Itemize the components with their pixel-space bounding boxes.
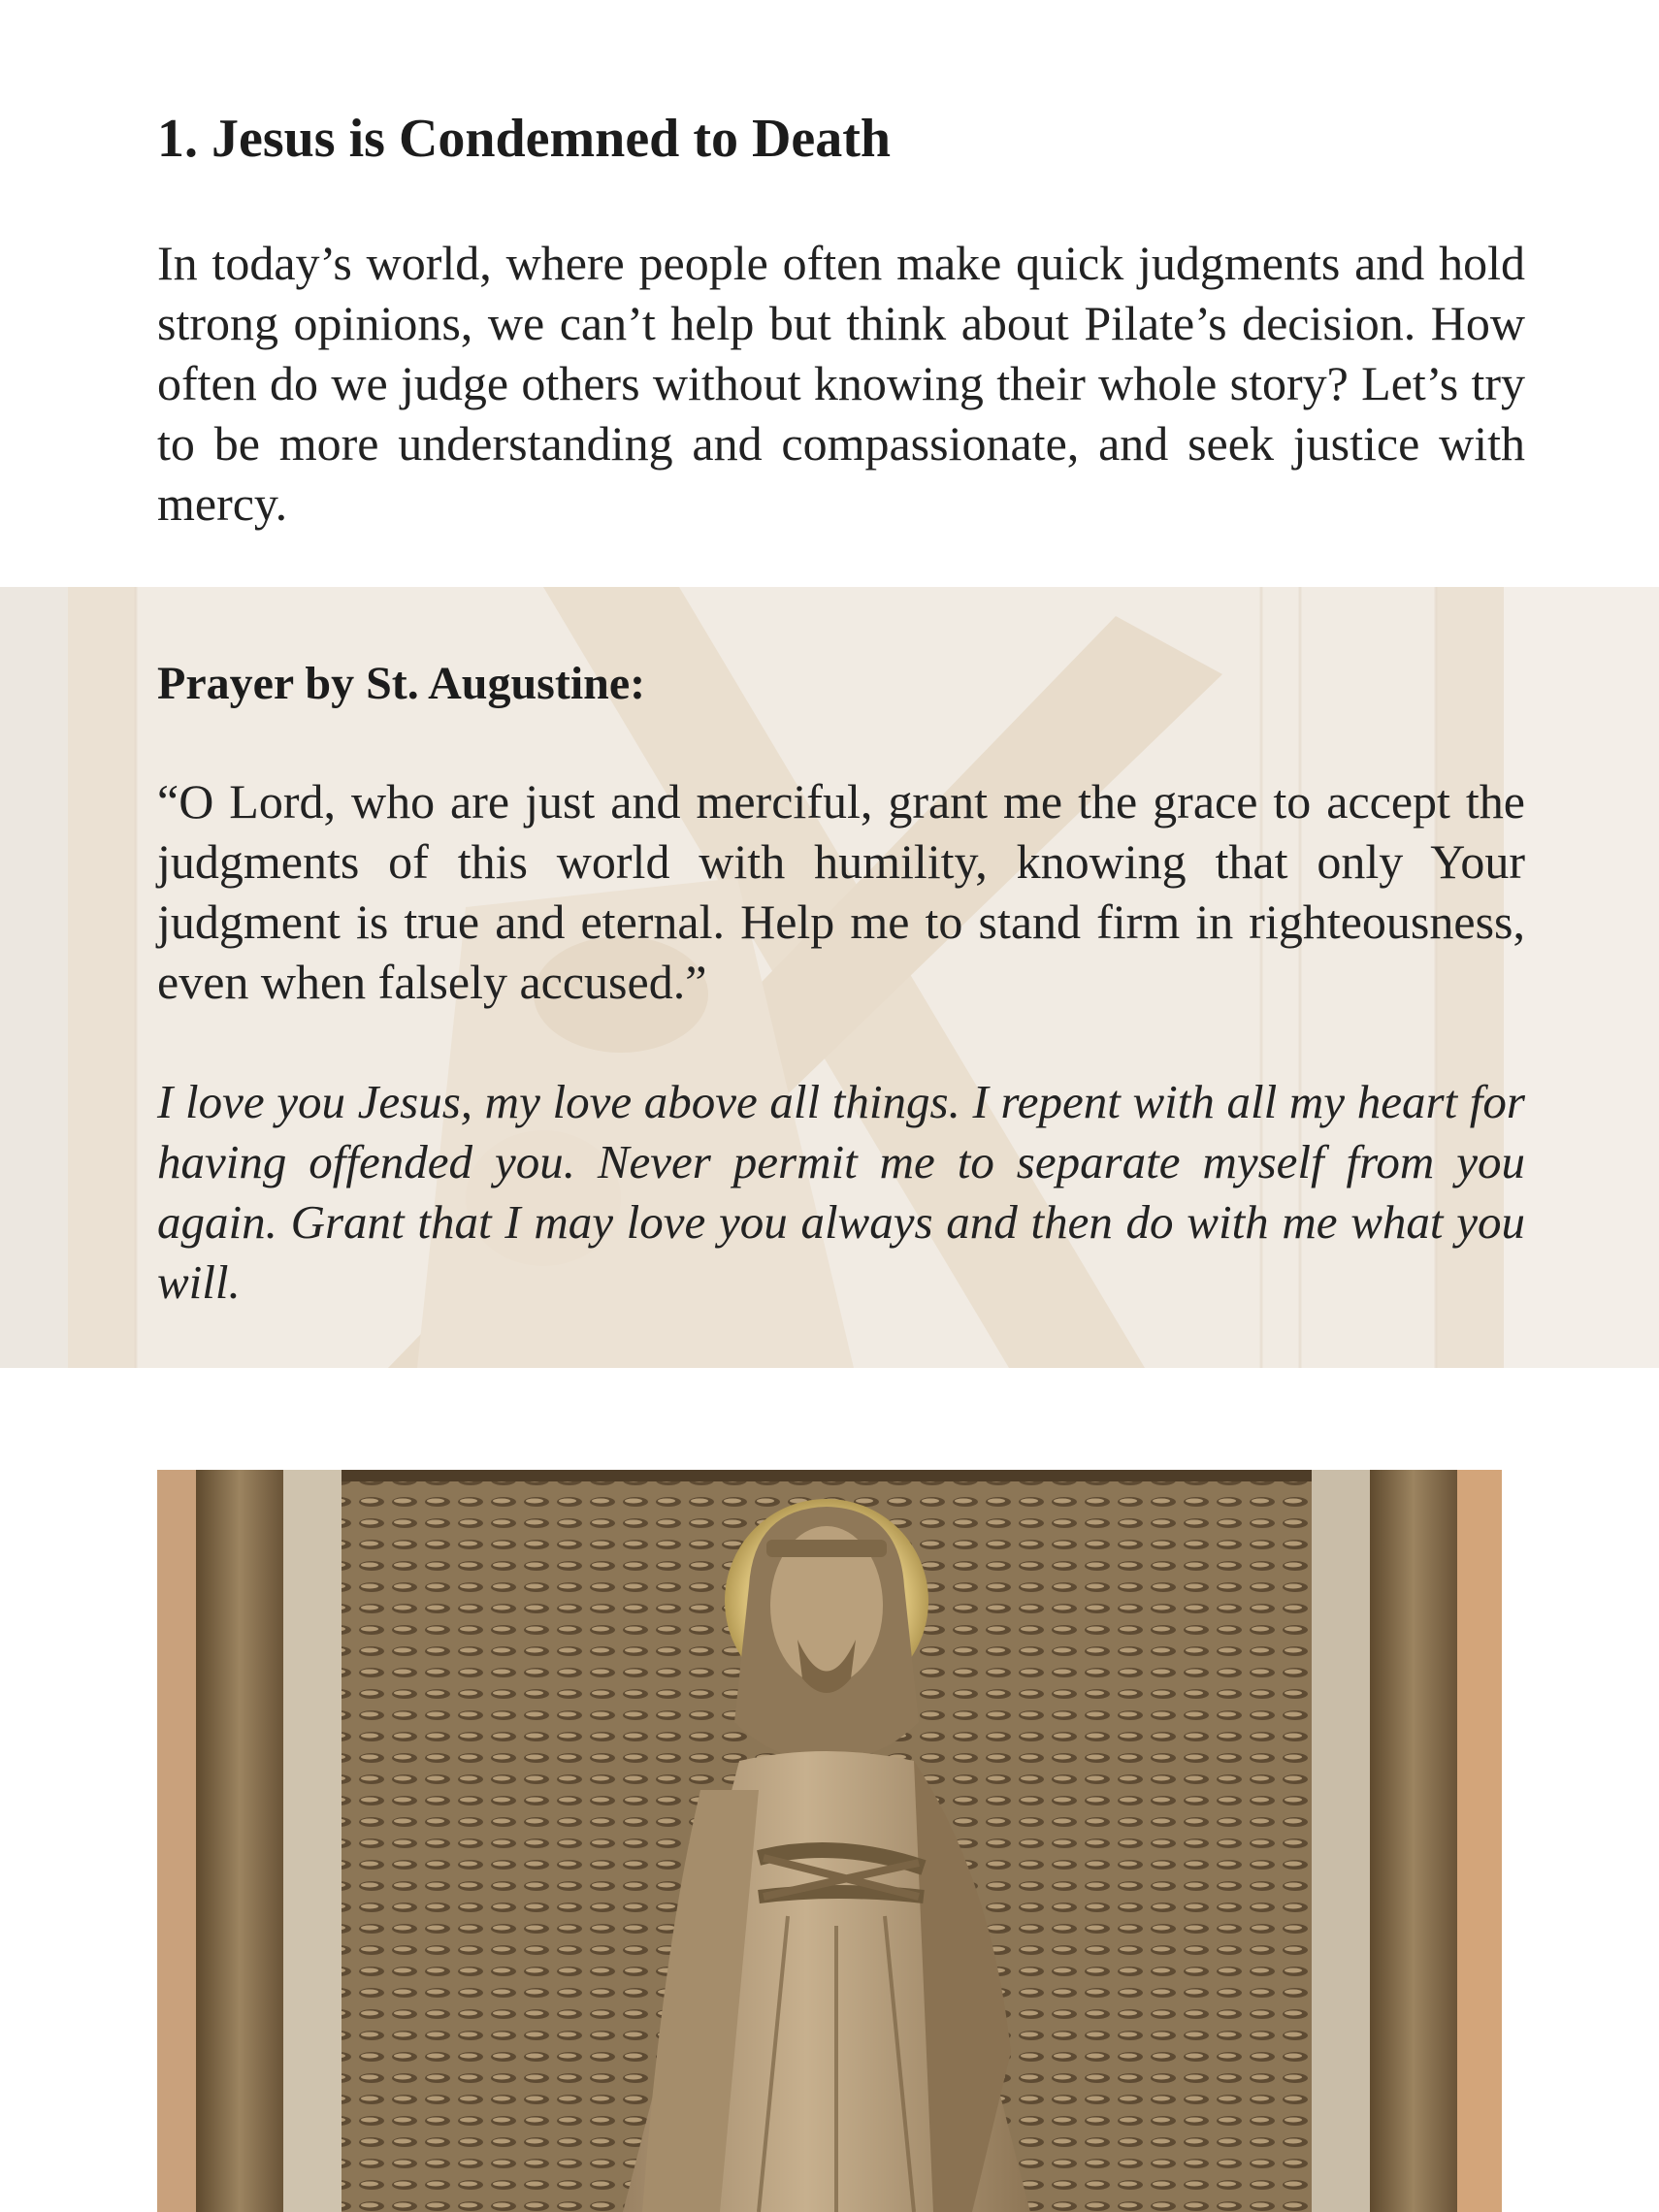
prayer-section — [0, 587, 1659, 1368]
augustine-prayer-text: “O Lord, who are just and merciful, grant me the grace to accept the judgments of this world with humility, knowing that only Your judgment is true and eternal. Help me to stand firm in righteousness, even when falsely accused.” — [157, 774, 1525, 1009]
prayer-text-block — [0, 587, 1659, 1368]
station-title: 1. Jesus is Condemned to Death — [157, 109, 892, 169]
carved-jesus-relief-image — [157, 1470, 1502, 2212]
prayer-heading: Prayer by St. Augustine: — [157, 658, 646, 709]
wood-relief-photo — [157, 1470, 1502, 2212]
reflection-paragraph: In today’s world, where people often make quick judgments and hold strong opinions, we can’t help but think about Pilate’s decision. How often do we judge others without knowing their whole story? Let’s try to be more understanding and compassionate, and seek justice with mercy. — [157, 236, 1525, 531]
act-of-love-prayer: I love you Jesus, my love above all things. I repent with all my heart for having offended you. Never permit me to separate myself from you again. Grant that I may love you always and then do with me what you will. — [157, 1075, 1525, 1309]
